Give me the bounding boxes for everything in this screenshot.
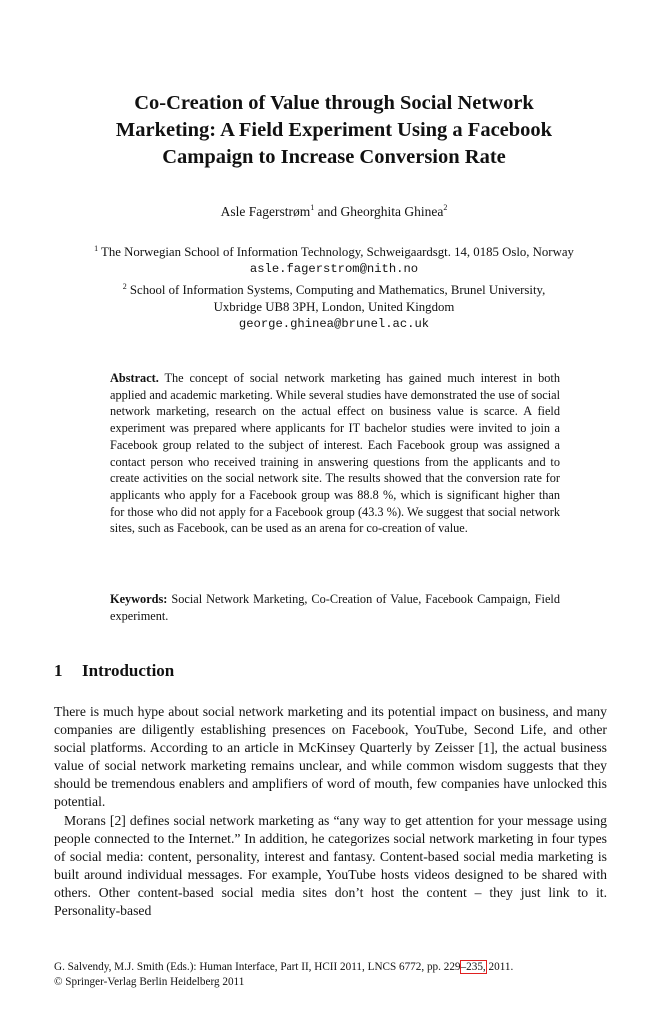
abstract-label: Abstract. — [110, 371, 159, 385]
highlighted-page-range: –235, — [460, 961, 486, 973]
affiliation-marker: 2 — [443, 203, 448, 212]
body-text — [54, 703, 607, 920]
section-title: Introduction — [82, 661, 175, 680]
author-name: Asle Fagerstrøm — [220, 204, 311, 219]
keywords — [110, 591, 560, 624]
citation-year: 2011. — [485, 961, 514, 973]
affiliation-1 — [0, 240, 668, 261]
author-list — [0, 203, 668, 220]
title-line: Co-Creation of Value through Social Network — [134, 92, 534, 114]
paragraph: Morans [2] defines social network marketing as “any way to get attention for your message using people connected to the Internet.” In addition, he categorizes social network marketing in four types of social media: content, personality, interest and fantasy. Content-based social media marketing is built around individual messages. For example, YouTube hosts videos designed to be shared with others. Other content-based social media sites don’t host the content – they just link to it. Personality-based — [54, 812, 607, 919]
citation-footer — [54, 960, 513, 990]
affiliation-text: The Norwegian School of Information Technology, Schweigaardsgt. 14, 0185 Oslo, Norway — [98, 245, 574, 259]
title-line: Marketing: A Field Experiment Using a Facebook — [115, 119, 553, 141]
paper-title — [60, 90, 608, 171]
email-link[interactable]: asle.fagerstrom@nith.no — [249, 262, 419, 276]
citation-line — [54, 960, 513, 975]
abstract — [110, 370, 560, 537]
author-conjunction: and — [314, 204, 341, 219]
affiliation-marker: 1 — [310, 203, 315, 212]
section-heading — [54, 661, 174, 681]
email-link[interactable]: george.ghinea@brunel.ac.uk — [238, 317, 430, 331]
affiliations — [0, 240, 668, 333]
affiliation-number: 1 — [94, 244, 99, 253]
affiliation-number: 2 — [122, 282, 127, 291]
author-name: Gheorghita Ghinea — [340, 204, 444, 219]
copyright-line: © Springer-Verlag Berlin Heidelberg 2011 — [54, 976, 245, 988]
keywords-text: Social Network Marketing, Co-Creation of Value, Facebook Campaign, Field experiment. — [110, 592, 560, 623]
section-number: 1 — [54, 661, 63, 680]
citation-text: G. Salvendy, M.J. Smith (Eds.): Human Interface, Part II, HCII 2011, LNCS 6772, pp. 229 — [54, 961, 461, 973]
affiliation-2 — [0, 278, 668, 299]
paragraph: There is much hype about social network marketing and its potential impact on business, and many companies are diligently establishing presences on Facebook, YouTube, Second Life, and other social platforms. According to an article in McKinsey Quarterly by Zeisser [1], the actual business value of social network marketing remains unclear, and while common wisdom suggests that they should be tremendous enablers and amplifiers of word of mouth, few companies have unlocked this potential. — [54, 704, 607, 810]
title-line: Campaign to Increase Conversion Rate — [162, 146, 506, 168]
keywords-label: Keywords: — [110, 592, 168, 606]
affiliation-2-address: Uxbridge UB8 3PH, London, United Kingdom — [213, 300, 455, 314]
affiliation-text: School of Information Systems, Computing and Mathematics, Brunel University, — [126, 283, 546, 297]
abstract-text: The concept of social network marketing has gained much interest in both applied and academic marketing. While several studies have demonstrated the use of social network marketing, research on the actual effect on business value is scarce. A field experiment was prepared where applicants for IT bachelor studies were invited to join a Facebook group related to the subject of interest. Each Facebook group was assigned a contact person who received training in answering questions from the applicants and to create activities on the social network site. The results showed that the conversion rate for applicants who apply for a Facebook group was 88.8 %, which is significant higher than for those who did not apply for a Facebook group (43.3 %). We suggest that social network sites, such as Facebook, can be used as an arena for co-creation of value. — [110, 371, 560, 536]
